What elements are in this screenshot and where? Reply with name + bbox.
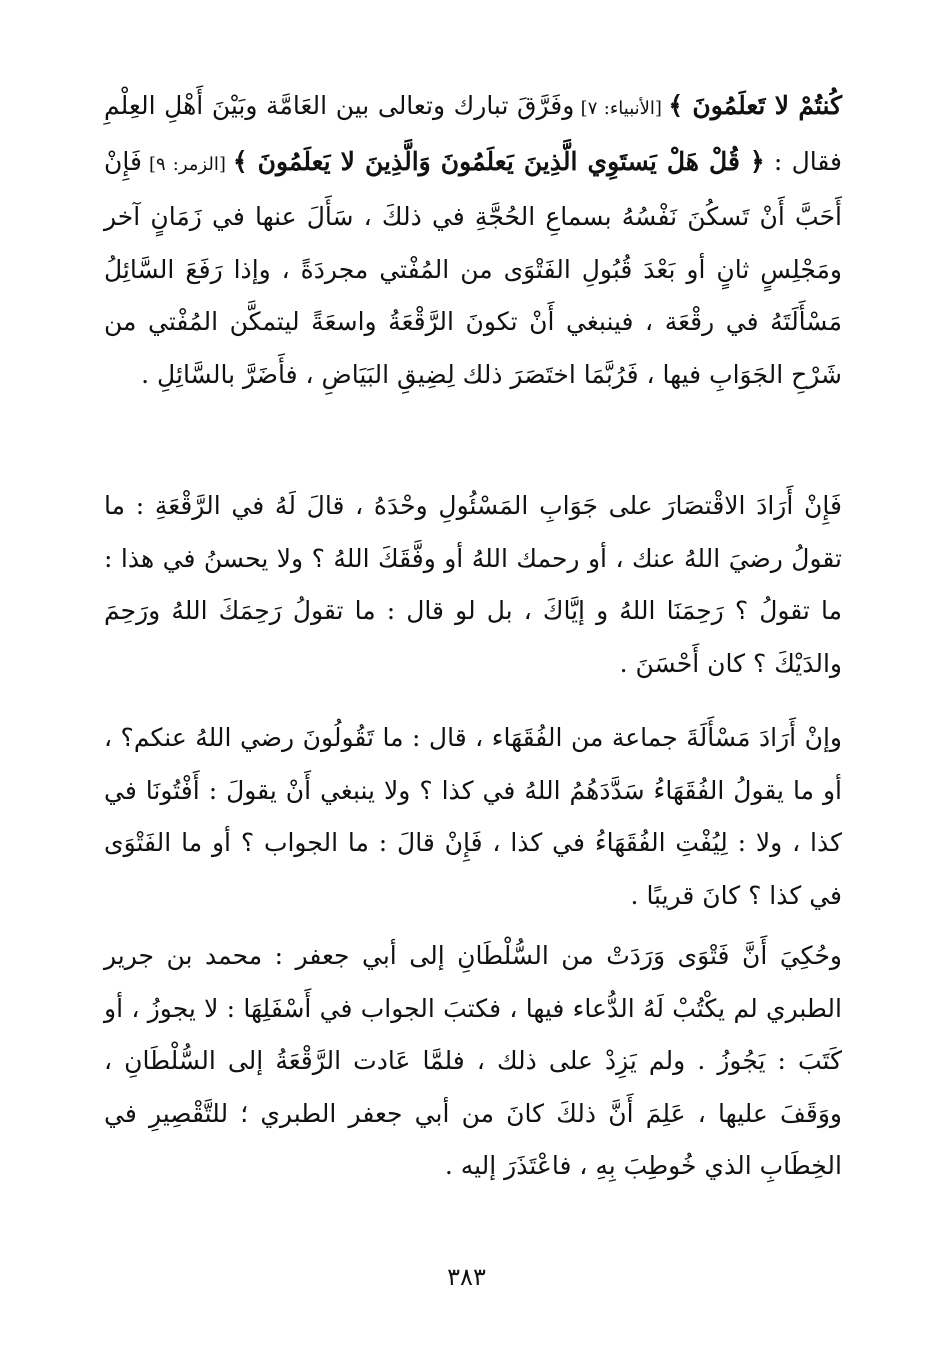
- quran-verse-anbiya: كُنتُمْ لا تَعلَمُونَ ﴾: [668, 91, 843, 120]
- quran-verse-zumar: ﴿ قُلْ هَلْ يَستَوِي الَّذِينَ يَعلَمُونَ وَالَّذِينَ لا يَعلَمُونَ ﴾: [232, 146, 765, 176]
- verse-reference-anbiya: [الأنبياء: ٧]: [574, 98, 669, 119]
- page-number: ٣٨٣: [447, 1263, 486, 1291]
- paragraph-1-rest: فَإِنْ أَحَبَّ أَنْ تَسكُنَ نَفْسُهُ بسماعِ الحُجَّةِ في ذلكَ ، سَأَلَ عنها في زَمَانٍ آخر ومَجْلِسٍ ثانٍ أو بَعْدَ قُبُولِ الفَتْوَى من المُفْتي مجردَةً ، وإذا رَفَعَ السَّائِلُ مَسْأَلَتَهُ في رقْعَة ، فينبغي أَنْ تكونَ الرَّقْعَةُ واسعَةً ليتمكَّن المُفْتي من شَرْحِ الجَوَابِ فيها ، فَرُبَّمَا اختَصَرَ ذلك لِضِيقِ البَيَاضِ ، فأَضَرَّ بالسَّائِلِ .: [104, 146, 842, 389]
- paragraph-3: وإنْ أَرَادَ مَسْأَلَةَ جماعة من الفُقَهَاء ، قال : ما تَقُولُونَ رضي اللهُ عنكم؟ ، أو ما يقولُ الفُقَهَاءُ سَدَّدَهُمُ اللهُ في كذا ؟ ولا ينبغي أَنْ يقولَ : أَفْتُونَا في كذا ، ولا : لِيُفْتِ الفُقَهَاءُ في كذا ، فَإِنْ قالَ : ما الجواب ؟ أو ما الفَتْوَى في كذا ؟ كانَ قريبًا .: [104, 723, 842, 910]
- paragraph-1-middle: وفَرَّقَ تبارك وتعالى بين العَامَّة وبَيْنَ أَهْلِ العِلْمِ فقال :: [104, 91, 842, 176]
- paragraph-2: فَإِنْ أَرَادَ الاقْتصَارَ على جَوَابِ المَسْئُولِ وحْدَهُ ، قالَ لَهُ في الرَّقْعَةِ : ما تقولُ رضيَ اللهُ عنك ، أو رحمك اللهُ أو وفَّقَكَ اللهُ ؟ ولا يحسنُ في هذا : ما تقولُ ؟ رَحِمَنَا اللهُ و إيَّاكَ ، بل لو قال : ما تقولُ رَحِمَكَ اللهُ ورَحِمَ والدَيْكَ ؟ كان أَحْسَنَ .: [104, 491, 842, 678]
- verse-reference-zumar: [الزمر: ٩]: [141, 153, 233, 175]
- paragraph-1: [104, 80, 842, 402]
- paragraph-4: وحُكِيَ أَنَّ فَتْوَى وَرَدَتْ من السُّلْطَانِ إلى أبي جعفر : محمد بن جرير الطبري لم يكْتُبْ لَهُ الدُّعاء فيها ، فكتبَ الجواب في أَسْفَلِهَا : لا يجوزُ ، أو كَتَبَ : يَجُوزُ . ولم يَزِدْ على ذلك ، فلمَّا عَادت الرَّقْعَةُ إلى السُّلْطَانِ ، ووَقَفَ عليها ، عَلِمَ أَنَّ ذلكَ كانَ من أبي جعفر الطبري ؛ للتَّقْصِيرِ في الخِطَابِ الذي خُوطِبَ بِهِ ، فاعْتَذَرَ إليه .: [104, 941, 842, 1181]
